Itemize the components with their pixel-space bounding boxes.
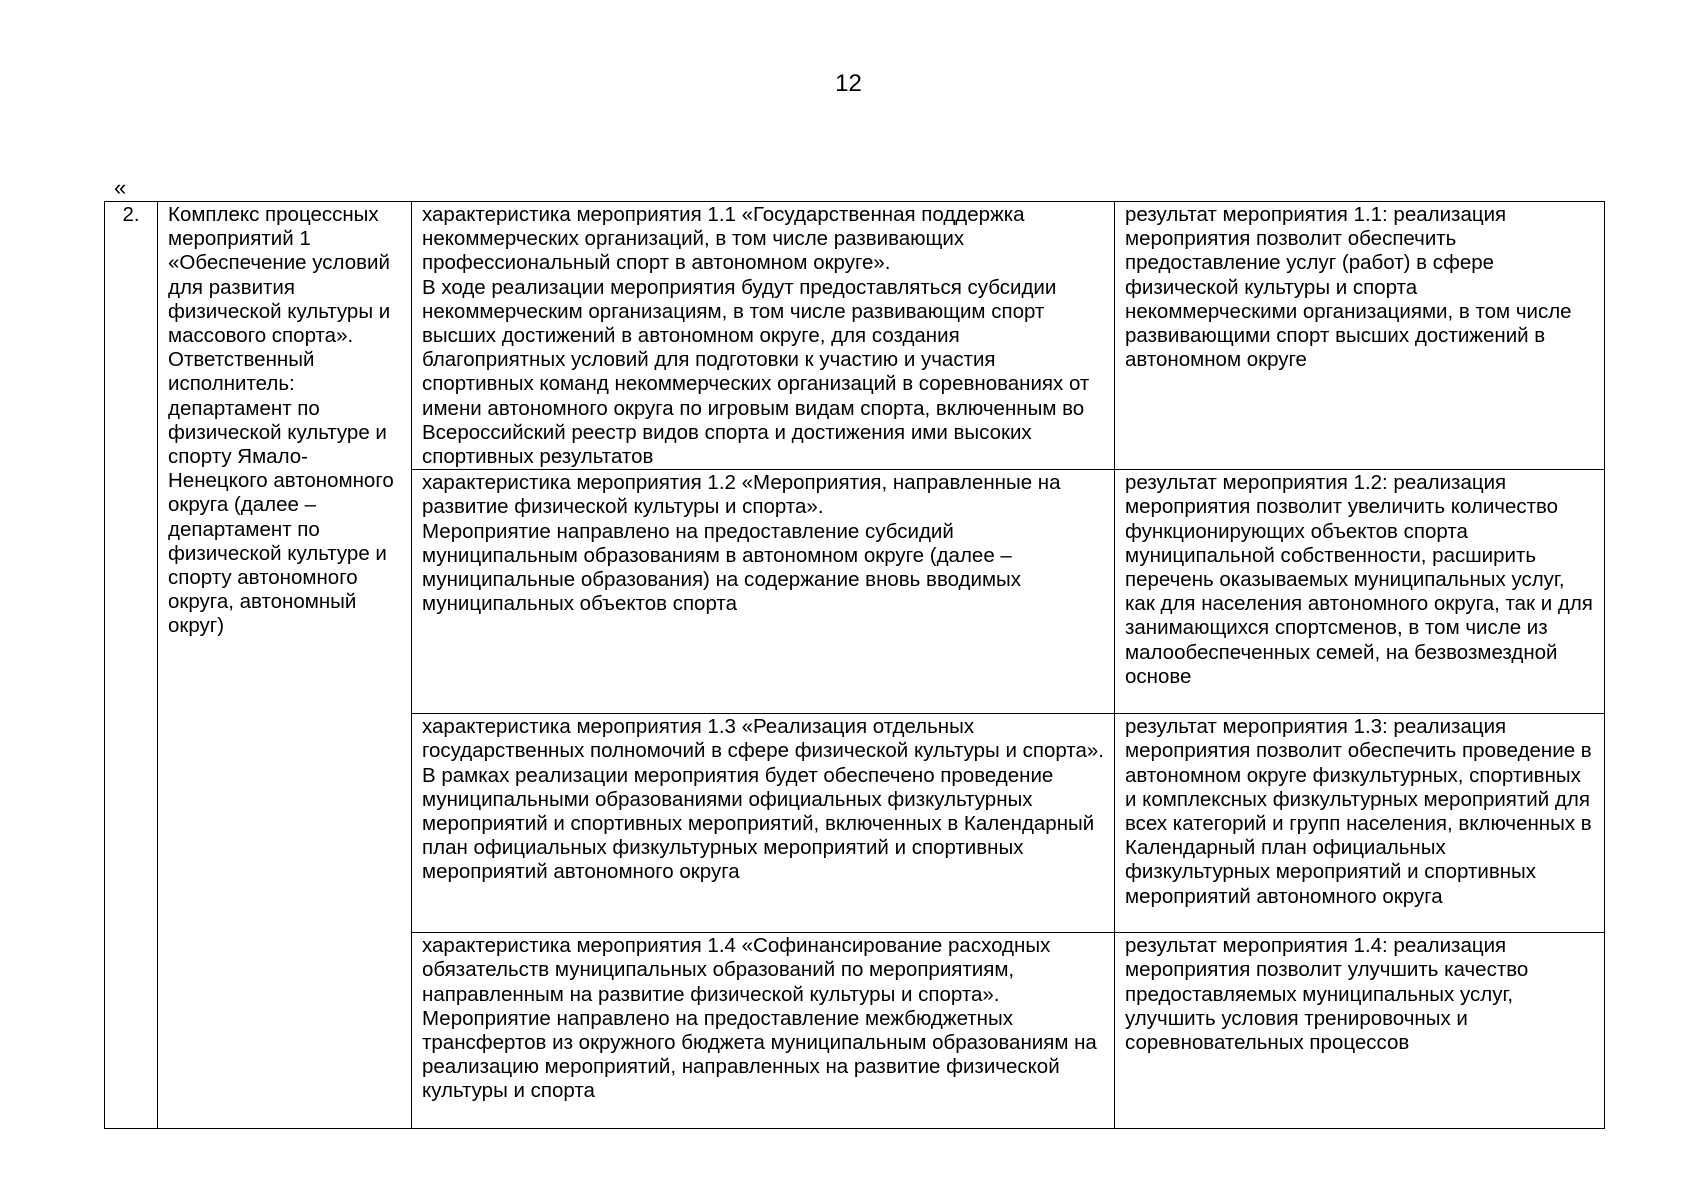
table-row: [105, 202, 1605, 470]
characteristic-cell: [412, 714, 1115, 933]
result-cell: результат мероприятия 1.1: реализация мероприятия позволит обеспечить предоставление услуг (работ) в сфере физической культуры и спорта некоммерческими организациями, в том числе развивающими спорт высших достижений в автономном округе: [1115, 202, 1605, 470]
complex-description-cell: Комплекс процессных мероприятий 1 «Обеспечение условий для развития физической культуры и массового спорта». Ответственный исполнитель: департамент по физической культуре и спорту Ямало-Ненецкого автономного округа (далее – департамент по физической культуре и спорту автономного округа, автономный округ): [158, 202, 412, 1129]
characteristic-title: характеристика мероприятия 1.4 «Софинансирование расходных обязательств муниципальных образований по мероприятиям, направленным на развитие физической культуры и спорта».: [422, 934, 1051, 1006]
characteristic-cell: [412, 202, 1115, 470]
characteristic-cell: [412, 470, 1115, 714]
result-cell: результат мероприятия 1.3: реализация мероприятия позволит обеспечить проведение в автономном округе физкультурных, спортивных и комплексных физкультурных мероприятий для всех категорий и групп населения, включенных в Календарный план официальных физкультурных мероприятий и спортивных мероприятий автономного округа: [1115, 714, 1605, 933]
result-cell: результат мероприятия 1.2: реализация мероприятия позволит увеличить количество функционирующих объектов спорта муниципальной собственности, расширить перечень оказываемых муниципальных услуг, как для населения автономного округа, так и для занимающихся спортсменов, в том числе из малообеспеченных семей, на безвозмездной основе: [1115, 470, 1605, 714]
result-cell: результат мероприятия 1.4: реализация мероприятия позволит улучшить качество предоставляемых муниципальных услуг, улучшить условия тренировочных и соревновательных процессов: [1115, 933, 1605, 1129]
characteristic-text: В ходе реализации мероприятия будут предоставляться субсидии некоммерческим организациям, в том числе развивающим спорт высших достижений в автономном округе, для создания благоприятных условий для подготовки к участию и участия спортивных команд некоммерческих организаций в соревнованиях от имени автономного округа по игровым видам спорта, включенным во Всероссийский реестр видов спорта и достижения ими высоких спортивных результатов: [422, 275, 1090, 469]
characteristic-title: характеристика мероприятия 1.1 «Государственная поддержка некоммерческих организаций, в том числе развивающих профессиональный спорт в автономном округе».: [422, 203, 1025, 275]
measures-table: [104, 201, 1605, 1129]
row-number-cell: 2.: [105, 202, 158, 1129]
characteristic-title: характеристика мероприятия 1.3 «Реализация отдельных государственных полномочий в сфере физической культуры и спорта».: [422, 715, 1104, 763]
characteristic-cell: [412, 933, 1115, 1129]
characteristic-text: В рамках реализации мероприятия будет обеспечено проведение муниципальными образованиями официальных физкультурных мероприятий и спортивных мероприятий, включенных в Календарный план официальных физкультурных мероприятий и спортивных мероприятий автономного округа: [422, 763, 1095, 884]
opening-quote-mark: «: [114, 175, 127, 200]
page-number: 12: [835, 70, 862, 97]
characteristic-text: Мероприятие направлено на предоставление межбюджетных трансфертов из окружного бюджета муниципальным образованиям на реализацию мероприятий, направленных на развитие физической культуры и спорта: [422, 1006, 1097, 1103]
characteristic-title: характеристика мероприятия 1.2 «Мероприятия, направленные на развитие физической культуры и спорта».: [422, 471, 1061, 519]
characteristic-text: Мероприятие направлено на предоставление субсидий муниципальным образованиям в автономном округе (далее – муниципальные образования) на содержание вновь вводимых муниципальных объектов спорта: [422, 519, 1022, 616]
